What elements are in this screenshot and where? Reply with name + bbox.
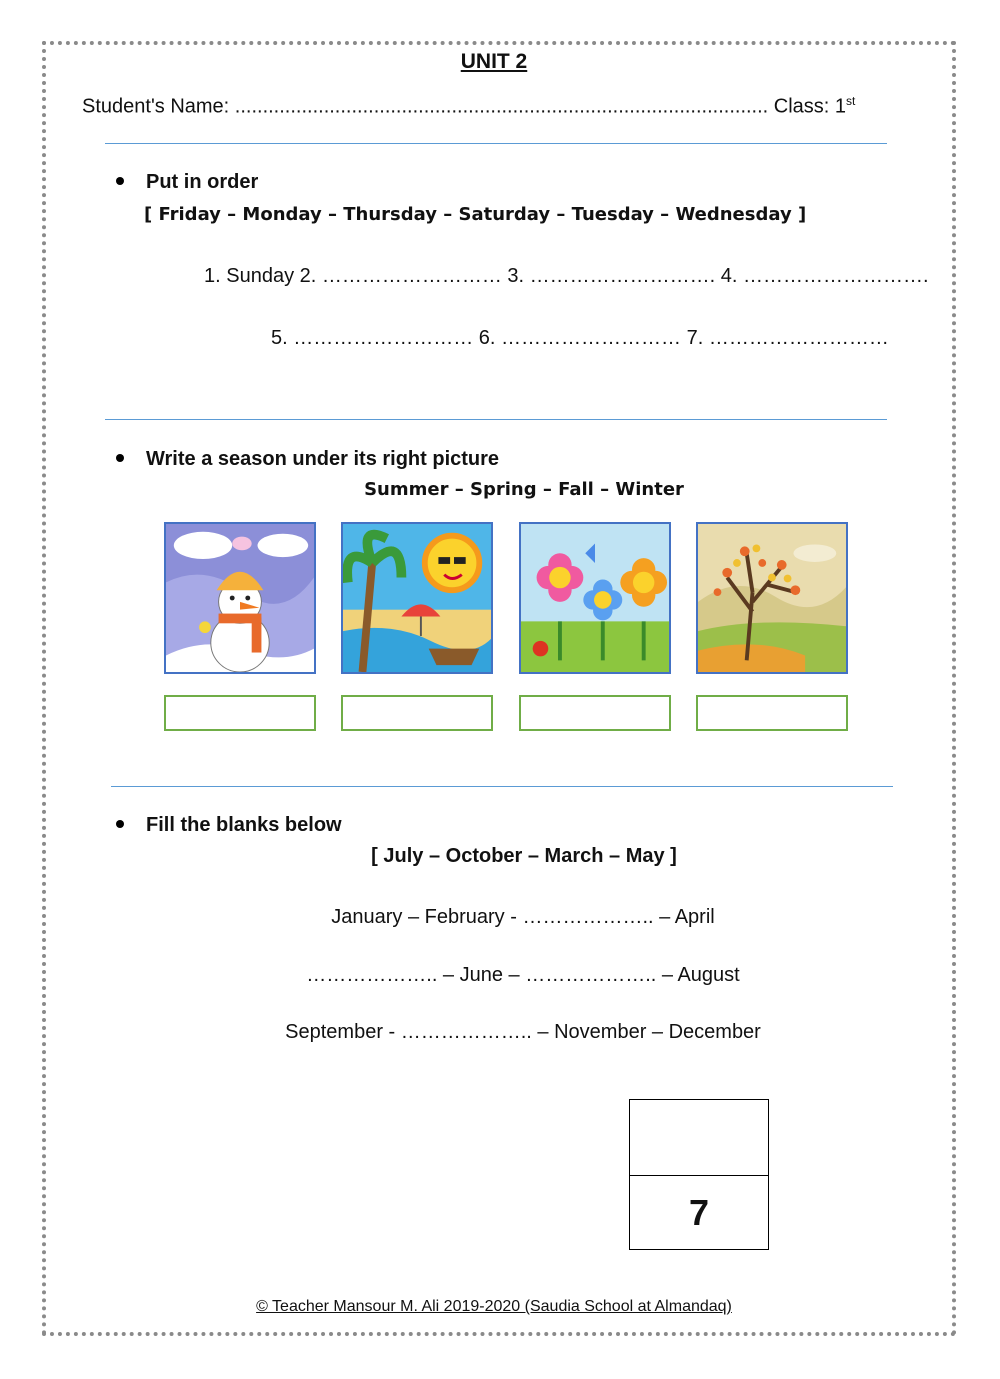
divider: [105, 143, 887, 144]
months-line-1[interactable]: January – February - ……………….. – April: [331, 906, 715, 928]
section1-heading: [116, 171, 258, 194]
section3-instruction: Fill the blanks below: [146, 814, 342, 836]
section3-heading: [116, 814, 342, 837]
beach-illustration: [343, 524, 491, 672]
score-box: [629, 1099, 769, 1250]
bullet-icon: [116, 454, 124, 462]
page-border: [42, 41, 956, 1336]
answer-box-4[interactable]: [696, 695, 848, 731]
class-suffix: st: [846, 94, 856, 108]
months-word-bank: [ July – October – March – May ]: [371, 845, 677, 867]
bullet-icon: [116, 820, 124, 828]
worksheet-title: UNIT 2: [460, 50, 528, 73]
flowers-picture: [519, 522, 671, 674]
divider: [105, 419, 887, 420]
autumn-tree-picture: [696, 522, 848, 674]
bullet-icon: [116, 177, 124, 185]
flowers-illustration: [521, 524, 669, 672]
section1-instruction: Put in order: [146, 171, 259, 193]
student-name-line: [82, 94, 855, 119]
copyright-footer: © Teacher Mansour M. Ali 2019-2020 (Saudia School at Almandaq): [256, 1298, 732, 1315]
snowman-picture: [164, 522, 316, 674]
answer-box-3[interactable]: [519, 695, 671, 731]
section2-heading: [116, 448, 499, 471]
autumn-illustration: [698, 524, 846, 672]
beach-sun-picture: [341, 522, 493, 674]
name-class-label: Student's Name: ................................................................................................ Class: 1: [82, 95, 847, 118]
months-line-3[interactable]: September - ……………….. – November – December: [285, 1021, 761, 1043]
answer-box-2[interactable]: [341, 695, 493, 731]
score-obtained-cell[interactable]: [630, 1100, 768, 1176]
seasons-word-bank: Summer – Spring – Fall – Winter: [364, 479, 684, 500]
score-total: 7: [688, 1192, 710, 1233]
days-order-row2[interactable]: 5. ……………………… 6. ……………………… 7. ………………………: [271, 327, 889, 349]
section2-instruction: Write a season under its right picture: [146, 448, 500, 470]
snowman-illustration: [166, 524, 314, 672]
divider: [111, 786, 893, 787]
days-word-bank: [ Friday – Monday – Thursday – Saturday – Tuesday – Wednesday ]: [144, 204, 807, 225]
days-order-row1[interactable]: 1. Sunday 2. ……………………… 3. ………………………. 4. ……………………….: [204, 265, 929, 287]
months-line-2[interactable]: ……………….. – June – ……………….. – August: [306, 964, 740, 986]
answer-box-1[interactable]: [164, 695, 316, 731]
